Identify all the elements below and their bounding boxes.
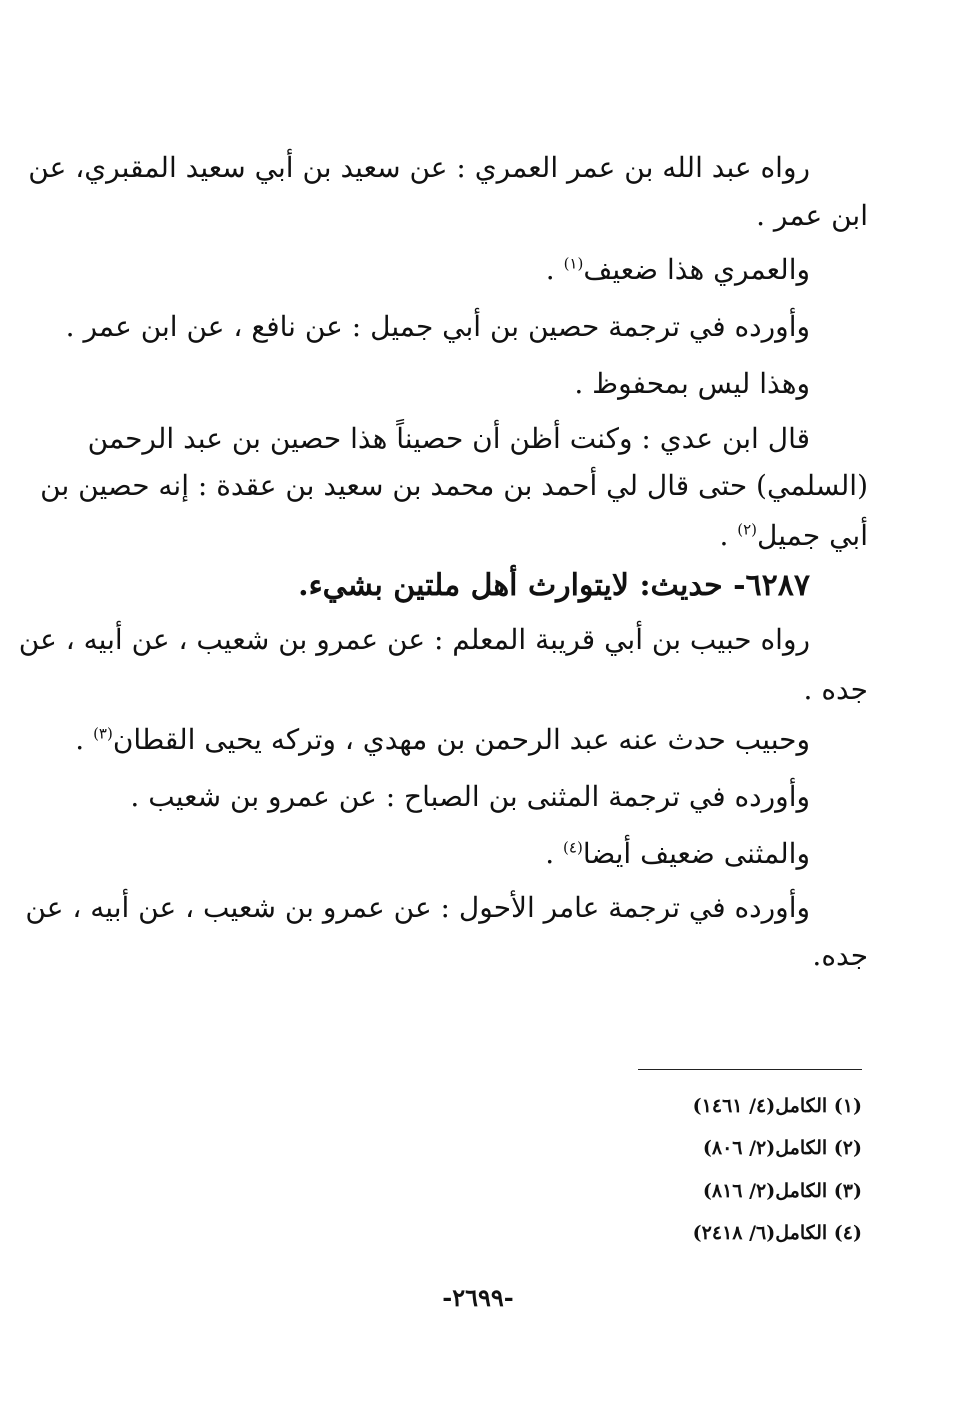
footnote-marker: (٢) xyxy=(737,520,758,539)
text-line: أبي جميل$^{(٢)}$ . xyxy=(719,519,868,552)
footnote: (٢) الكامل(٢/ ٨٠٦) xyxy=(702,1137,862,1159)
text-line: وحبيب حدث عنه عبد الرحمن بن مهدي ، وتركه يحيى القطان$^{(٣)}$ . xyxy=(75,723,810,756)
text-line: وأورده في ترجمة عامر الأحول : عن عمرو بن شعيب ، عن أبيه ، عن xyxy=(25,891,810,924)
text-line: وأورده في ترجمة حصين بن أبي جميل : عن نافع ، عن ابن عمر . xyxy=(65,310,810,343)
footnote-divider xyxy=(638,1069,862,1070)
footnote-marker: (١) xyxy=(563,254,584,273)
text-line: رواه حبيب بن أبي قريبة المعلم : عن عمرو بن شعيب ، عن أبيه ، عن xyxy=(18,623,810,656)
text-line: (السلمي) حتى قال لي أحمد بن محمد بن سعيد بن عقدة : إنه حصين بن xyxy=(40,469,868,502)
text-line: قال ابن عدي : وكنت أظن أن حصيناً هذا حصين بن عبد الرحمن xyxy=(87,422,810,455)
text-line: جده. xyxy=(812,939,868,972)
footnote: (٣) الكامل(٢/ ٨١٦) xyxy=(702,1180,862,1202)
text-line: ابن عمر . xyxy=(756,199,868,232)
text-line: والمثنى ضعيف أيضا$^{(٤)}$ . xyxy=(545,837,810,870)
text-line: رواه عبد الله بن عمر العمري : عن سعيد بن أبي سعيد المقبري، عن xyxy=(28,151,810,184)
text-line: والعمري هذا ضعيف$^{(١)}$ . xyxy=(545,253,810,286)
footnote-marker: (٤) xyxy=(563,838,583,857)
footnote: (٤) الكامل(٦/ ٢٤١٨) xyxy=(692,1222,862,1244)
text-line: وأورده في ترجمة المثنى بن الصباح : عن عمرو بن شعيب . xyxy=(130,780,810,813)
text-line: وهذا ليس بمحفوظ . xyxy=(574,367,810,400)
page-number: -٢٦٩٩- xyxy=(442,1283,514,1312)
footnote: (١) الكامل(٤/ ١٤٦١) xyxy=(692,1095,862,1117)
hadith-heading: ٦٢٨٧- حديث: لايتوارث أهل ملتين بشيء. xyxy=(298,568,810,603)
footnote-marker: (٣) xyxy=(93,724,113,743)
text-line: جده . xyxy=(803,673,868,706)
